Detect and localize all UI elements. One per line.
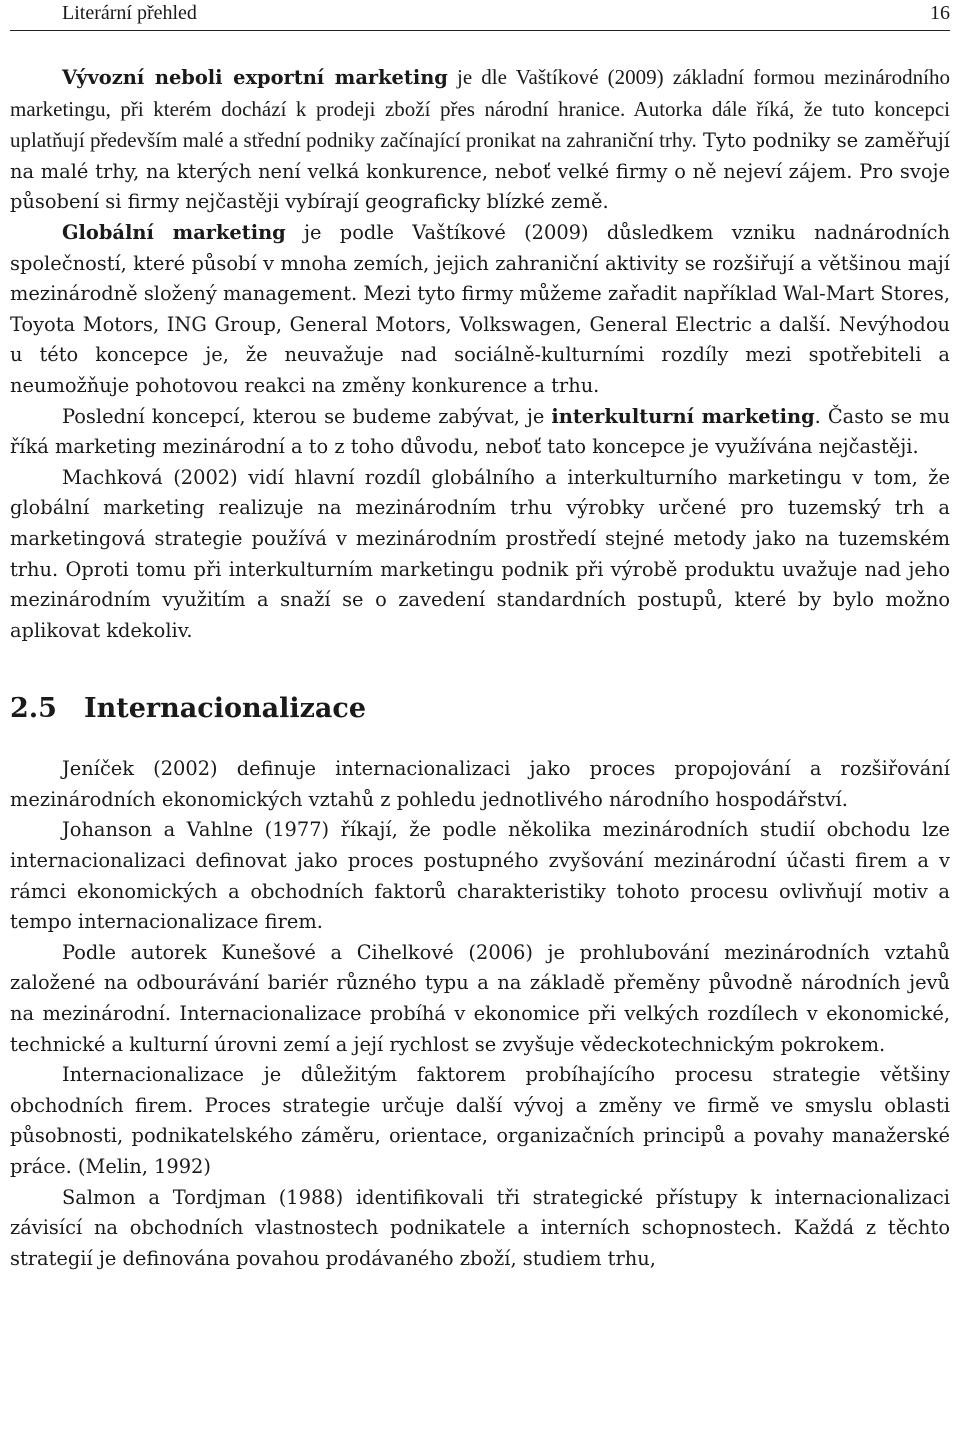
term-export-marketing: Vývozní neboli exportní marketing: [62, 66, 448, 89]
section-number: 2.5: [10, 693, 57, 725]
paragraph-text: je dle Vaštíkové (2009) základní formou mezinárodního marketingu, při kterém dochází k prodeji zboží přes národní hranice. Autorka dále říká, že tuto koncepci uplatňují především malé a střední podniky začínající pronikat na zahraniční trhy.: [10, 65, 950, 153]
paragraph-machkova: [10, 463, 950, 647]
paragraph-global-marketing: [10, 218, 950, 402]
paragraph-kunesova-cihelkova: Podle autorek Kunešové a Cihelkové (2006) je prohlubování mezinárodních vztahů založené na odbourávání bariér různého typu a na základě přeměny původně národních jevů na mezinárodní. Internacionalizace probíhá v ekonomice při velkých rozdílech v ekonomické, technické a kulturní úrovni zemí a její rychlost se zvyšuje vědeckotechnickým pokrokem.: [10, 940, 950, 1056]
paragraph-text: Tyto podniky se zaměřují na malé trhy, na kterých není velká konkurence, neboť velké firmy o ně nejeví zájem. Pro svoje působení si firmy nejčastěji vybírají geograficky blízké země.: [10, 129, 950, 214]
paragraph-johanson-vahlne: Johanson a Vahlne (1977) říkají, že podle několika mezinárodních studií obchodu lze internacionalizaci definovat jako proces postupného zvyšování mezinárodní účasti firem a v rámci ekonomických a obchodních faktorů charakteristiky tohoto procesu ovlivňují motiv a tempo internacionalizace firem.: [10, 818, 950, 934]
section-title: Internacionalizace: [84, 693, 367, 725]
term-global-marketing: Globální marketing: [62, 220, 286, 244]
running-header: [10, 0, 950, 31]
page-number: 16: [930, 2, 950, 24]
body-text: [10, 62, 950, 1274]
section-heading: [10, 692, 950, 726]
paragraph-text: Poslední koncepcí, kterou se budeme zabývat, je: [62, 404, 552, 428]
paragraph-melin: Internacionalizace je důležitým faktorem probíhajícího procesu strategie většiny obchodních firem. Proces strategie určuje další vývoj a změny ve firmě ve smyslu oblasti působnosti, podnikatelského záměru, orientace, organizačních principů a povahy manažerské práce. (Melin, 1992): [10, 1063, 950, 1178]
paragraph-salmon-tordjman: Salmon a Tordjman (1988) identifikovali tři strategické přístupy k internacionalizaci závisící na obchodních vlastnostech podnikatele a interních schopnostech. Každá z těchto strategií je definována povahou prodávaného zboží, studiem trhu,: [10, 1185, 950, 1270]
term-intercultural-marketing: interkulturní marketing: [551, 404, 815, 428]
paragraph-text: je podle Vaštíkové (2009) důsledkem vzniku nadnárodních společností, které působí v mnoha zemích, jejich zahraniční aktivity se rozšiřují a většinou mají mezinárodně složený management. Mezi tyto firmy můžeme zařadit například Wal-Mart Stores, Toyota Motors, ING Group, General Motors, Volkswagen, General Electric a další. Nevýhodou u této koncepce je, že neuvažuje nad sociálně-kulturními rozdíly mezi spotřebiteli a neumožňuje pohotovou reakci na změny konkurence a trhu.: [10, 220, 950, 397]
paragraph-text: Machková (2002) vidí hlavní rozdíl globálního a interkulturního marketingu v tom, že globální marketing realizuje na mezinárodním trhu výrobky určené pro tuzemský trh a marketingová strategie používá v mezinárodním prostředí stejné metody jako na tuzemském trhu. Oproti tomu při interkulturním marketingu podnik při výrobě produktu uvažuje nad jeho mezinárodním využitím a snaží se o zavedení standardních postupů, které by bylo možno aplikovat kdekoliv.: [10, 465, 950, 642]
paragraph-text: . Často se mu říká marketing mezinárodní a to z toho důvodu, neboť tato koncepce je využívána nejčastěji.: [10, 404, 950, 459]
paragraph-jenicek: Jeníček (2002) definuje internacionalizaci jako proces propojování a rozšiřování mezinárodních ekonomických vztahů z pohledu jednotlivého národního hospodářství.: [10, 757, 950, 811]
chapter-title: Literární přehled: [62, 2, 197, 24]
paragraph-export-marketing: [10, 62, 950, 218]
paragraph-intercultural-marketing: [10, 402, 950, 463]
